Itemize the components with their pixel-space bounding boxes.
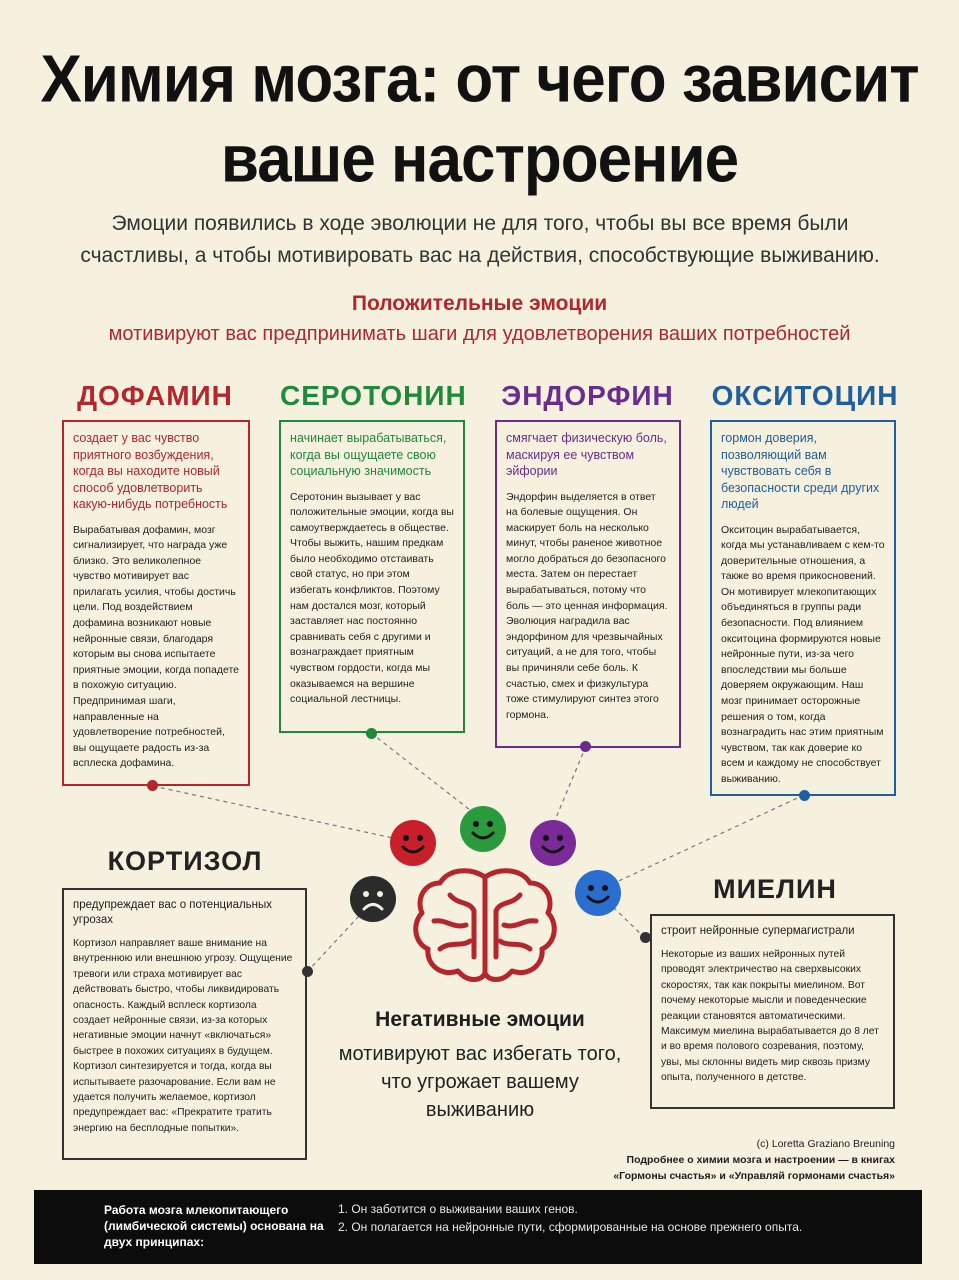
heading-cortisol: КОРТИЗОЛ	[107, 846, 263, 876]
dopamine-dot	[147, 780, 158, 791]
positive-title: Положительные эмоции	[351, 292, 608, 315]
myelin-body: Некоторые из ваших нейронных путей проводят электричество на сверхвысоких скоростях, так как покрыты миелином. Вот почему некоторые мысли и поведенческие реакции становятся автоматическими. Максимум миелина вырабатывается до 8 лет и во время полового созревания, поэтому, увы, мы склонны видеть мир сквозь призму опыта, полученного в детстве.	[661, 949, 879, 1084]
myelin-dot	[640, 932, 651, 943]
myelin-lead: строит нейронные супермагистрали	[661, 925, 855, 937]
intro-line-1: Эмоции появились в ходе эволюции не для того, чтобы вы все время были	[111, 212, 849, 235]
heading-dopamine: ДОФАМИН	[77, 380, 233, 411]
footer-principles-list	[338, 1200, 898, 1236]
credit-more-1: Подробнее о химии мозга и настроении — в книгах	[626, 1154, 895, 1166]
credit	[613, 1136, 895, 1184]
dopamine-box	[62, 420, 250, 786]
cortisol-box	[62, 888, 307, 1160]
principle-1: 1. Он заботится о выживании ваших генов.	[338, 1202, 578, 1216]
footer-bar	[34, 1190, 922, 1264]
footer-principles-label: Работа мозга млекопитающего (лимбической системы) основана на двух принципах:	[104, 1203, 324, 1249]
cortisol-body: Кортизол направляет ваше внимание на внутреннюю или внешнюю угрозу. Ощущение тревоги или страха мотивирует вас действовать быстро, чтобы ликвидировать опасность. Каждый всплеск кортизола создает нейронные связи, из-за которых негативные эмоции начнут «включаться» быстрее в похожих ситуациях в будущем. Кортизол синтезируется и тогда, когда вы испытываете разочарование. Если вам не удается получить желаемое, кортизол предупреждает вас: «Прекратите тратить энергию на бесплодные попытки».	[73, 938, 293, 1134]
dopamine-body: Вырабатывая дофамин, мозг сигнализирует, что награда уже близко. Это великолепное чувство мотивирует вас прилагать усилия, чтобы достичь цели. Под воздействием дофамина возникают новые нейронные связи, благодаря которым вы снова испытаете приятные эмоции, когда попадете в похожую ситуацию. Предпринимая шаги, направленные на удовлетворение потребностей, вы ощущаете радость из-за всплеска дофамина.	[73, 523, 239, 770]
red-smiley-icon	[390, 820, 436, 866]
dopamine-lead: создает у вас чувство приятного возбуждения, когда вы находите новый способ удовлетворить какую-нибудь потребность	[73, 431, 228, 511]
serotonin-box	[279, 420, 465, 733]
principle-2: 2. Он полагается на нейронные пути, сформированные на основе прежнего опыта.	[338, 1220, 803, 1234]
positive-subtitle: мотивируют вас предпринимать шаги для удовлетворения ваших потребностей	[108, 323, 851, 345]
oxytocin-box	[710, 420, 896, 796]
line-serotonin	[371, 733, 470, 810]
heading-oxytocin: ОКСИТОЦИН	[711, 380, 899, 411]
serotonin-lead: начинает вырабатываться, когда вы ощущаете свою социальную значимость	[290, 431, 447, 478]
endorphin-dot	[580, 741, 591, 752]
oxytocin-body: Окситоцин вырабатывается, когда мы устанавливаем с кем-то доверительные отношения, а также во время прикосновений. Он мотивирует млекопитающих объединяться в группы ради безопасности. Под влиянием окситоцина формируются новые нейронные пути, из-за чего впоследствии мы больше доверяем окружающим. Наш мозг принимает осторожные решения о том, когда вознаградить нас этим приятным чувством, так как доверие ко всем и каждому не способствует выживанию.	[721, 523, 885, 785]
endorphin-lead: смягчает физическую боль, маскируя ее чувством эйфории	[506, 431, 667, 478]
oxytocin-dot	[799, 790, 810, 801]
title-line-2: ваше настроение	[220, 122, 739, 197]
line-endorphin	[553, 746, 586, 825]
oxytocin-lead: гормон доверия, позволяющий вам чувствовать себя в безопасности среди других людей	[721, 431, 880, 511]
green-smiley-icon	[460, 806, 506, 852]
credit-author: (с) Loretta Graziano Breuning	[756, 1138, 895, 1150]
blue-smiley-icon	[575, 870, 621, 916]
endorphin-box	[495, 420, 681, 748]
brain-icon	[410, 865, 560, 995]
negative-title: Негативные эмоции	[375, 1008, 585, 1031]
endorphin-body: Эндорфин выделяется в ответ на болевые ощущения. Он маскирует боль на несколько минут, чтобы раненое животное могло добраться до безопасного места. Затем он перестает вырабатываться, потому что боль — это ценная информация. Эволюция наградила вас эндорфином для чрезвычайных ситуаций, а не для того, чтобы вы причиняли себе боль. К счастью, смех и физкультура тоже стимулируют синтез этого гормона.	[506, 490, 668, 721]
serotonin-body: Серотонин вызывает у вас положительные эмоции, когда вы самоутверждаетесь в обществе. Чтобы выжить, нашим предкам было необходимо отстаивать свой статус, но при этом избегать конфликтов. Поэтому нам достался мозг, который заставляет нас постоянно сравнивать себя с другими и вознаграждает приятным чувством гордости, когда мы оказываемся на вершине социальной лестницы.	[290, 490, 454, 706]
negative-subtitle: мотивируют вас избегать того, что угрожает вашему выживанию	[338, 1043, 622, 1121]
serotonin-dot	[366, 728, 377, 739]
line-cortisol	[307, 915, 360, 972]
heading-serotonin: СЕРОТОНИН	[280, 380, 467, 411]
title-line-1: Химия мозга: от чего зависит	[40, 42, 919, 117]
credit-more-2: «Гормоны счастья» и «Управляй гормонами счастья»	[613, 1170, 895, 1182]
myelin-box	[650, 914, 895, 1109]
purple-smiley-icon	[530, 820, 576, 866]
cortisol-lead: предупреждает вас о потенциальных угрозах	[73, 899, 273, 926]
heading-endorphin: ЭНДОРФИН	[501, 380, 674, 411]
intro-line-2: счастливы, а чтобы мотивировать вас на действия, способствующие выживанию.	[80, 244, 880, 267]
line-oxytocin	[610, 795, 804, 885]
sad-face-icon	[350, 876, 396, 922]
heading-myelin: МИЕЛИН	[713, 874, 837, 904]
line-dopamine	[153, 786, 402, 840]
cortisol-dot	[302, 966, 313, 977]
